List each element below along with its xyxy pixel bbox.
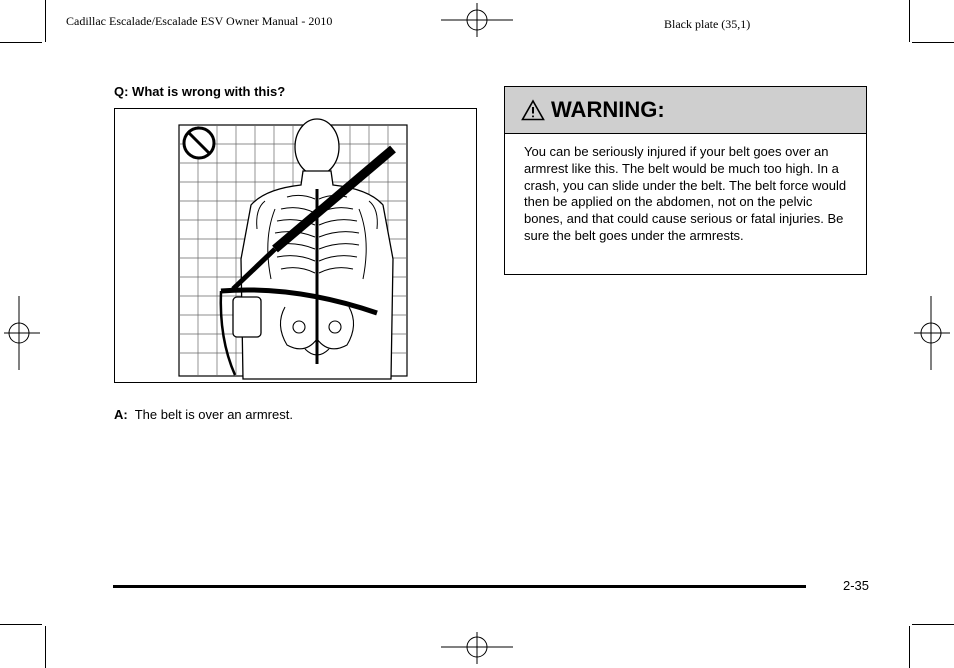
armrest-belt-illustration (114, 108, 477, 383)
answer-prefix: A: (114, 407, 128, 422)
warning-body: You can be seriously injured if your belt goes over an armrest like this. The belt would be much too high. In a crash, you can slide under the belt. The belt force would then be applied on the abdomen, not on the pelvic bones, and that could cause serious or fatal injuries. Be sure the belt goes under the armrests. (524, 144, 847, 243)
answer-body: The belt is over an armrest. (134, 407, 293, 422)
footer-rule (113, 585, 806, 588)
warning-box (504, 86, 867, 275)
warning-triangle-icon (521, 99, 545, 121)
page-number: 2-35 (843, 578, 870, 593)
answer-text (114, 407, 293, 422)
manual-title: Cadillac Escalade/Escalade ESV Owner Manual - 2010 (66, 14, 333, 28)
warning-title: WARNING: (551, 97, 665, 122)
warning-header (505, 87, 866, 134)
plate-label: Black plate (35,1) (664, 17, 751, 31)
question-text: Q: What is wrong with this? (114, 84, 286, 99)
